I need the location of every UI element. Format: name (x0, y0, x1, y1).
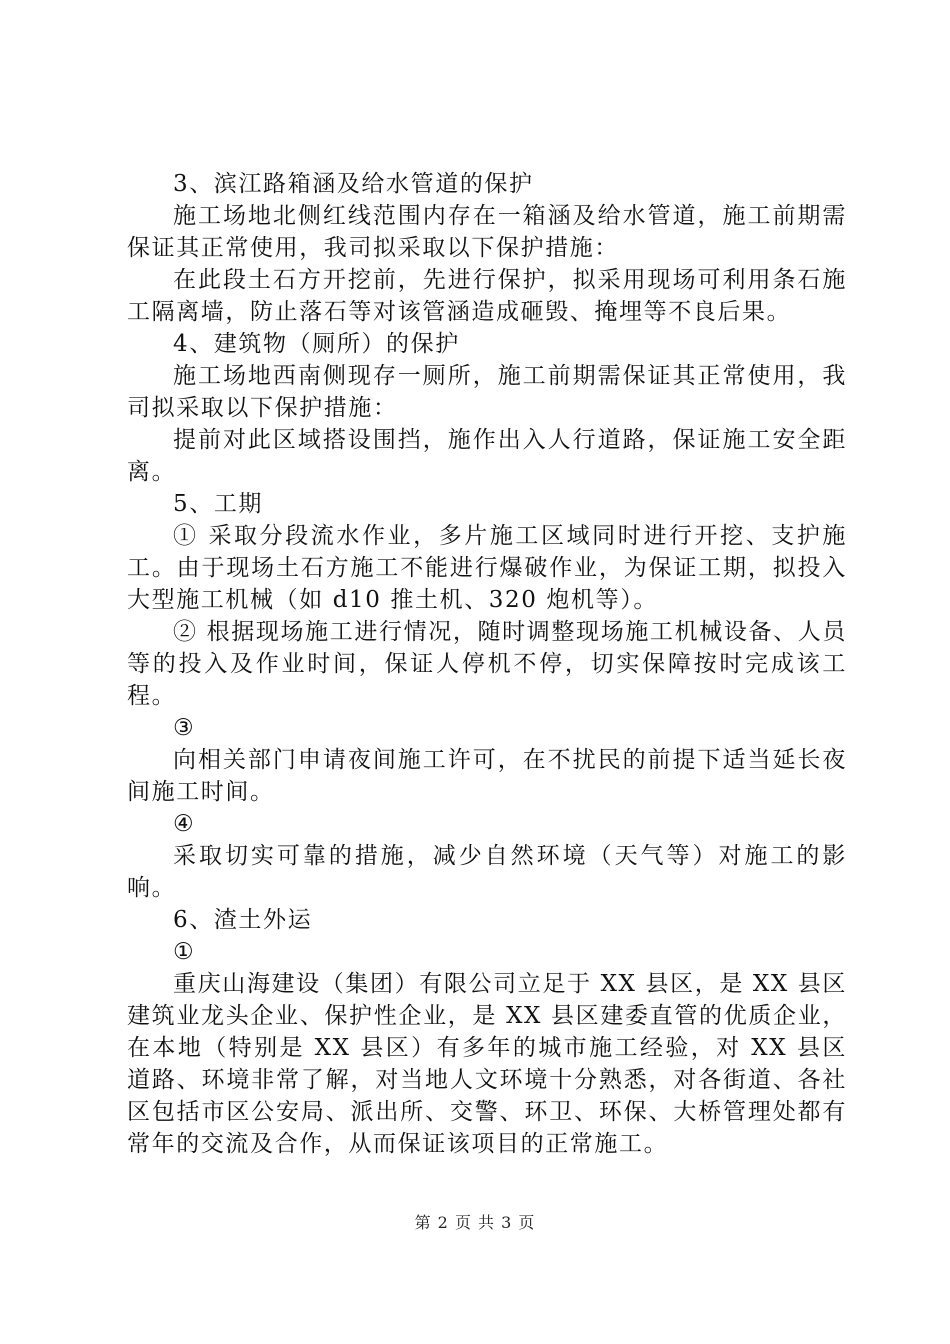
section-heading-spoil-transport: 6、渣土外运 (173, 907, 313, 933)
paragraph: 采取切实可靠的措施，减少自然环境（天气等）对施工的影响。 (127, 843, 847, 901)
section-heading-schedule: 5、工期 (173, 491, 264, 517)
paragraph: 施工场地北侧红线范围内存在一箱涵及给水管道，施工前期需保证其正常使用，我司拟采取以下保护措施： (127, 203, 847, 261)
list-marker: ① (173, 939, 196, 965)
paragraph: 在此段土石方开挖前，先进行保护，拟采用现场可利用条石施工隔离墙，防止落石等对该管涵造成砸毁、掩埋等不良后果。 (127, 267, 847, 325)
section-heading-binjiang-road: 3、滨江路箱涵及给水管道的保护 (173, 171, 534, 197)
paragraph: 施工场地西南侧现存一厕所，施工前期需保证其正常使用，我司拟采取以下保护措施： (127, 363, 847, 421)
list-marker: ④ (173, 811, 196, 837)
document-body (127, 168, 847, 1160)
list-marker: ③ (173, 715, 196, 741)
section-heading-building-protection: 4、建筑物（厕所）的保护 (173, 331, 460, 357)
paragraph: 提前对此区域搭设围挡，施作出入人行道路，保证施工安全距离。 (127, 427, 847, 485)
page-number-footer: 第 2 页 共 3 页 (414, 1213, 536, 1232)
list-item: ② 根据现场施工进行情况，随时调整现场施工机械设备、人员等的投入及作业时间，保证人停机不停，切实保障按时完成该工程。 (127, 619, 847, 709)
paragraph: 重庆山海建设（集团）有限公司立足于 XX 县区，是 XX 县区建筑业龙头企业、保护性企业，是 XX 县区建委直管的优质企业，在本地（特别是 XX 县区）有多年的城市施工经验，对 XX 县区道路、环境非常了解，对当地人文环境十分熟悉，对各街道、各社区包括市区公安局、派出所、交警、环卫、环保、大桥管理处都有常年的交流及合作，从而保证该项目的正常施工。 (127, 971, 847, 1157)
paragraph: 向相关部门申请夜间施工许可，在不扰民的前提下适当延长夜间施工时间。 (127, 747, 847, 805)
list-item: ① 采取分段流水作业，多片施工区域同时进行开挖、支护施工。由于现场土石方施工不能进行爆破作业，为保证工期，拟投入大型施工机械（如 d10 推土机、320 炮机等）。 (127, 523, 847, 613)
